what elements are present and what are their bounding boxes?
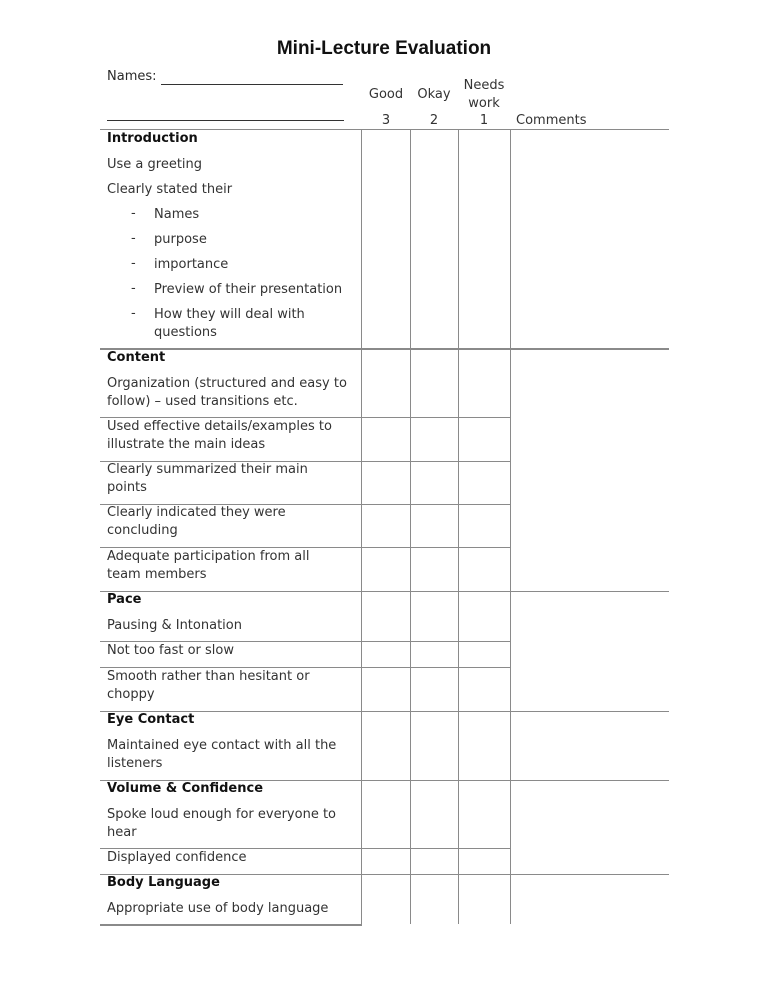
section-heading-body-language: Body Language xyxy=(107,875,220,890)
criterion-preview: Preview of their presentation xyxy=(154,282,343,297)
section-heading-introduction: Introduction xyxy=(107,131,198,146)
column-header-okay: Okay xyxy=(417,87,451,102)
criterion-loud-enough: Spoke loud enough for everyone to hear xyxy=(107,807,337,840)
section-rule xyxy=(100,591,669,592)
grid-line-vertical xyxy=(458,130,459,924)
column-score-good: 3 xyxy=(381,113,391,128)
criterion-details: Used effective details/examples to illustrate the main ideas xyxy=(107,419,332,452)
criterion-clearly-stated: Clearly stated their xyxy=(107,182,233,197)
names-field-line-2[interactable] xyxy=(107,120,344,121)
header-rule xyxy=(100,129,669,130)
table-bottom-rule xyxy=(100,924,361,926)
criterion-smooth: Smooth rather than hesitant or choppy xyxy=(107,669,310,702)
bullet-dash: - xyxy=(131,206,136,221)
criterion-importance: importance xyxy=(154,257,229,272)
criterion-speed: Not too fast or slow xyxy=(107,643,234,658)
names-label: Names: xyxy=(107,69,157,84)
section-heading-content: Content xyxy=(107,350,166,365)
criterion-participation: Adequate participation from all team members xyxy=(107,549,310,582)
criterion-concluding: Clearly indicated they were concluding xyxy=(107,505,286,538)
grid-line-vertical xyxy=(361,130,362,926)
column-score-okay: 2 xyxy=(429,113,439,128)
criterion-greeting: Use a greeting xyxy=(107,157,203,172)
criterion-summarized: Clearly summarized their main points xyxy=(107,462,308,495)
section-heading-volume: Volume & Confidence xyxy=(107,781,264,796)
page-title: Mini-Lecture Evaluation xyxy=(276,38,492,59)
grid-line-vertical xyxy=(410,130,411,924)
criterion-body-language: Appropriate use of body language xyxy=(107,901,329,916)
criterion-names: Names xyxy=(154,207,200,222)
criterion-organization: Organization (structured and easy to follow) – used transitions etc. xyxy=(107,376,347,409)
column-header-needs-work: Needs work xyxy=(463,78,505,111)
criterion-purpose: purpose xyxy=(154,232,207,247)
grid-line-vertical xyxy=(510,130,511,924)
bullet-dash: - xyxy=(131,231,136,246)
bullet-dash: - xyxy=(131,281,136,296)
criterion-questions: How they will deal with questions xyxy=(154,307,305,340)
criterion-confidence: Displayed confidence xyxy=(107,850,247,865)
column-score-needs-work: 1 xyxy=(479,113,489,128)
section-heading-pace: Pace xyxy=(107,592,142,607)
section-heading-eye-contact: Eye Contact xyxy=(107,712,195,727)
column-header-comments: Comments xyxy=(516,113,587,128)
column-header-good: Good xyxy=(368,87,404,102)
section-rule xyxy=(100,348,669,350)
bullet-dash: - xyxy=(131,306,136,321)
criterion-eye-contact: Maintained eye contact with all the listeners xyxy=(107,738,337,771)
criterion-pausing: Pausing & Intonation xyxy=(107,618,242,633)
names-field-line-1[interactable] xyxy=(161,84,343,85)
bullet-dash: - xyxy=(131,256,136,271)
